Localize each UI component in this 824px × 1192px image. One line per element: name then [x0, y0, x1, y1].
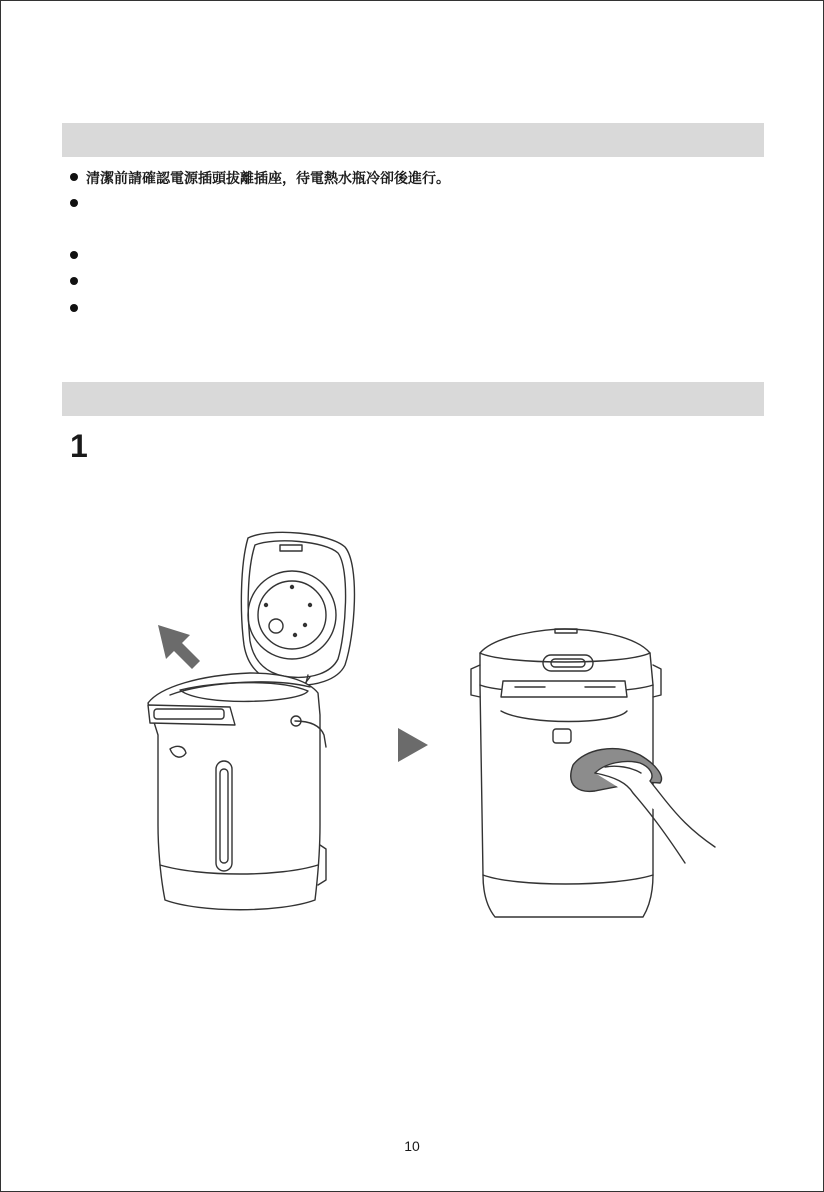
next-arrow-icon: [396, 726, 430, 764]
bullet-item: [70, 170, 770, 188]
bullet-item: [70, 196, 770, 214]
bullet-dot-icon: [70, 173, 78, 181]
bullet-dot-icon: [70, 277, 78, 285]
section-header-bar: [62, 382, 764, 416]
step-number: 1: [70, 428, 88, 464]
bullet-item: [70, 301, 770, 319]
pot-open-lid-illustration: [140, 525, 370, 915]
pot-wipe-illustration: [465, 625, 720, 925]
bullet-dot-icon: [70, 251, 78, 259]
bullet-dot-icon: [70, 304, 78, 312]
bullet-item: [70, 274, 770, 292]
page-number: 10: [404, 1138, 420, 1154]
pot-body-icon: [148, 673, 326, 910]
lift-arrow-icon: [158, 625, 200, 669]
lid-icon: [241, 532, 354, 690]
bullet-text: 清潔前請確認電源插頭拔離插座，待電熱水瓶冷卻後進行。: [86, 171, 450, 187]
section-header-bar: [62, 123, 764, 157]
bullet-dot-icon: [70, 199, 78, 207]
bullet-item: [70, 248, 770, 266]
